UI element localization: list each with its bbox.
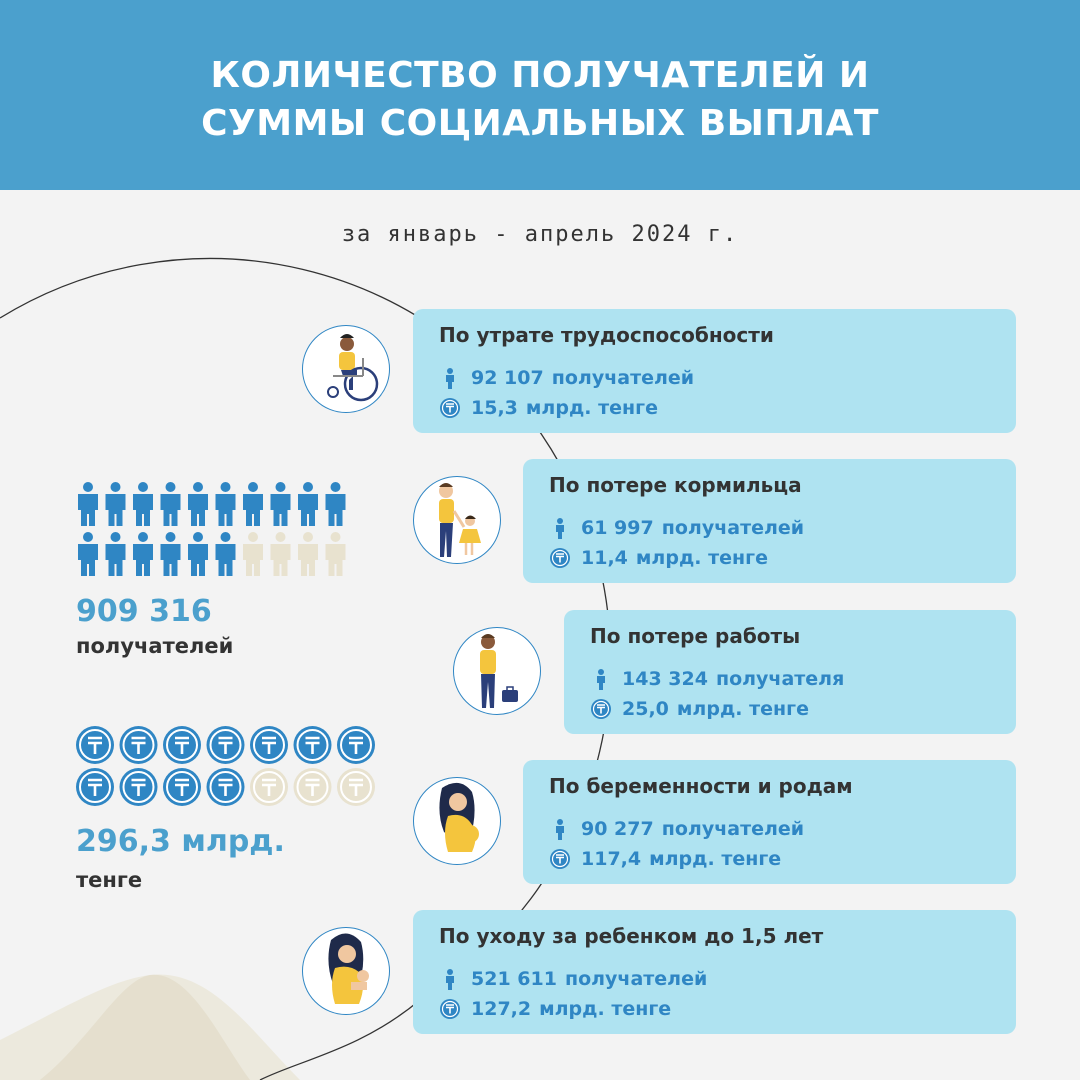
coin-icons xyxy=(74,724,384,810)
recipients-unit: получателей xyxy=(564,968,708,990)
recipients-value: 143 324 xyxy=(622,668,708,690)
person-icon xyxy=(243,532,263,576)
person-icon xyxy=(326,482,346,526)
card-recipients-row xyxy=(590,668,844,690)
tenge-coin-icon xyxy=(590,698,612,720)
amount-value: 127,2 xyxy=(471,998,532,1020)
card-recipients-row xyxy=(549,517,804,539)
tenge-coin-icon xyxy=(120,726,158,764)
person-icon xyxy=(216,482,236,526)
tenge-coin-icon xyxy=(250,768,288,806)
people-icon-grid xyxy=(76,482,356,581)
person-icon xyxy=(271,482,291,526)
person-icon xyxy=(298,532,318,576)
tenge-coin-icon xyxy=(163,768,201,806)
person-icon xyxy=(133,532,153,576)
card-amount-row xyxy=(549,547,768,569)
wheelchair-person-icon xyxy=(302,325,390,413)
card-childcare xyxy=(413,910,1016,1034)
card-amount-row xyxy=(590,698,809,720)
amount-unit: млрд. тенге xyxy=(539,998,672,1020)
card-title: По потере кормильца xyxy=(549,473,802,497)
pregnant-woman-icon xyxy=(413,777,501,865)
person-icon xyxy=(549,818,571,840)
recipients-value: 92 107 xyxy=(471,367,544,389)
total-amount-label: тенге xyxy=(76,868,143,892)
card-title: По утрате трудоспособности xyxy=(439,323,774,347)
person-icon xyxy=(216,532,236,576)
card-title: По уходу за ребенком до 1,5 лет xyxy=(439,924,824,948)
recipients-value: 90 277 xyxy=(581,818,654,840)
card-breadwinner-loss xyxy=(523,459,1016,583)
card-title: По беременности и родам xyxy=(549,774,853,798)
card-disability xyxy=(413,309,1016,433)
person-icon xyxy=(78,532,98,576)
amount-value: 11,4 xyxy=(581,547,628,569)
tenge-coin-icon xyxy=(76,726,114,764)
amount-unit: млрд. тенге xyxy=(649,848,782,870)
person-icon xyxy=(590,668,612,690)
recipients-value: 521 611 xyxy=(471,968,557,990)
amount-unit: млрд. тенге xyxy=(635,547,768,569)
amount-value: 15,3 xyxy=(471,397,518,419)
tenge-coin-icon xyxy=(120,768,158,806)
person-icon xyxy=(106,482,126,526)
tenge-coin-icon xyxy=(163,726,201,764)
person-icon xyxy=(549,517,571,539)
page-title-line1: КОЛИЧЕСТВО ПОЛУЧАТЕЛЕЙ И xyxy=(210,55,870,96)
recipients-unit: получателей xyxy=(661,517,805,539)
amount-value: 25,0 xyxy=(622,698,669,720)
card-amount-row xyxy=(549,848,781,870)
person-icon xyxy=(298,482,318,526)
tenge-coin-icon xyxy=(207,768,245,806)
recipients-unit: получателей xyxy=(551,367,695,389)
person-icon xyxy=(188,482,208,526)
person-icon xyxy=(439,367,461,389)
amount-unit: млрд. тенге xyxy=(525,397,658,419)
tenge-coin-icon xyxy=(549,547,571,569)
person-icon xyxy=(78,482,98,526)
recipients-unit: получателей xyxy=(661,818,805,840)
card-amount-row xyxy=(439,397,658,419)
person-icon xyxy=(106,532,126,576)
card-pregnancy xyxy=(523,760,1016,884)
tenge-coin-icon xyxy=(549,848,571,870)
card-amount-row xyxy=(439,998,671,1020)
card-recipients-row xyxy=(439,968,707,990)
tenge-coin-icon xyxy=(439,397,461,419)
total-amount-value: 296,3 млрд. xyxy=(76,824,285,859)
total-recipients-value: 909 316 xyxy=(76,594,212,629)
tenge-coin-icon xyxy=(337,768,375,806)
mother-baby-icon xyxy=(302,927,390,1015)
person-icon xyxy=(243,482,263,526)
tenge-coin-icon xyxy=(337,726,375,764)
tenge-coin-icon xyxy=(439,998,461,1020)
page-title-line2: СУММЫ СОЦИАЛЬНЫХ ВЫПЛАТ xyxy=(201,103,879,144)
tenge-coin-icon xyxy=(250,726,288,764)
person-icon xyxy=(326,532,346,576)
father-daughter-icon xyxy=(413,476,501,564)
card-title: По потере работы xyxy=(590,624,801,648)
amount-unit: млрд. тенге xyxy=(676,698,809,720)
card-recipients-row xyxy=(549,818,804,840)
person-icon xyxy=(133,482,153,526)
tenge-coin-icon xyxy=(294,768,332,806)
unemployed-man-icon xyxy=(453,627,541,715)
tenge-coin-icon xyxy=(207,726,245,764)
person-icon xyxy=(161,532,181,576)
coin-icon-grid xyxy=(74,724,384,815)
recipients-value: 61 997 xyxy=(581,517,654,539)
card-job-loss xyxy=(564,610,1016,734)
person-icon xyxy=(439,968,461,990)
tenge-coin-icon xyxy=(76,768,114,806)
people-icons xyxy=(76,482,356,576)
amount-value: 117,4 xyxy=(581,848,642,870)
person-icon xyxy=(161,482,181,526)
person-icon xyxy=(188,532,208,576)
total-recipients-label: получателей xyxy=(76,634,234,658)
period-subtitle: за январь - апрель 2024 г. xyxy=(341,222,739,247)
card-recipients-row xyxy=(439,367,694,389)
recipients-unit: получателя xyxy=(715,668,845,690)
tenge-coin-icon xyxy=(294,726,332,764)
person-icon xyxy=(271,532,291,576)
